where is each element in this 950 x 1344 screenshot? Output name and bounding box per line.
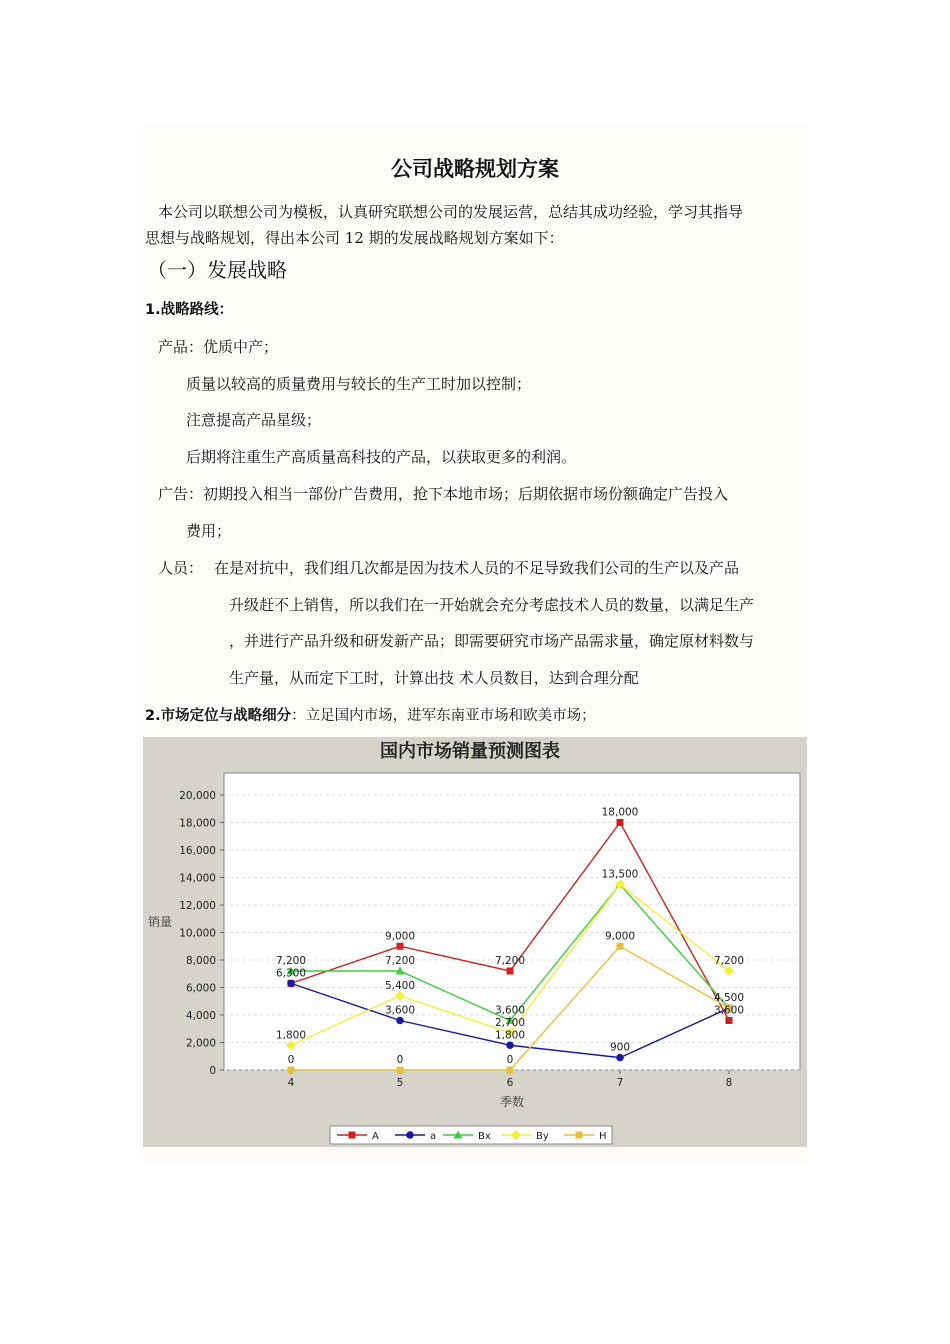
y-tick-label: 0 — [209, 1065, 216, 1077]
data-point-a — [396, 1017, 404, 1025]
intro-line-2: 思想与战略规划，得出本公司 12 期的发展战略规划方案如下： — [145, 229, 564, 247]
data-point-H — [288, 1067, 295, 1074]
staff-line-2: 升级赶不上销售，所以我们在一开始就会充分考虑技术人员的数量，以满足生产 — [229, 596, 755, 614]
product-item-3: 后期将注重生产高质量高科技的产品，以获取更多的利润。 — [186, 448, 577, 466]
data-label-a: 900 — [609, 1041, 631, 1054]
product-item-2: 注意提高产品星级； — [186, 411, 322, 429]
x-tick-label: 6 — [506, 1077, 514, 1089]
data-label-By: 1,800 — [275, 1029, 307, 1042]
data-label-Bx: 13,500 — [601, 868, 639, 881]
legend-label-A: A — [372, 1131, 379, 1142]
legend-marker-H — [576, 1132, 583, 1139]
chart-title: 国内市场销量预测图表 — [380, 741, 560, 762]
y-tick-label: 14,000 — [179, 872, 216, 885]
data-label-H: 9,000 — [604, 930, 636, 943]
data-point-A — [397, 943, 404, 950]
section-heading-strategy: （一）发展战略 — [147, 258, 287, 282]
sales-forecast-chart — [143, 737, 807, 1147]
staff-line-1: 在是对抗中，我们组几次都是因为技术人员的不足导致我们公司的生产以及产品 — [214, 559, 740, 577]
data-point-a — [287, 980, 295, 988]
data-label-By: 2,700 — [494, 1016, 526, 1029]
ad-line-1: 广告：初期投入相当一部份广告费用，抢下本地市场；后期依据市场份额确定广告投入 — [158, 485, 729, 503]
legend-label-a: a — [430, 1131, 437, 1142]
data-point-H — [617, 943, 624, 950]
data-point-a — [506, 1041, 514, 1049]
data-point-H — [507, 1067, 514, 1074]
y-axis-label: 销量 — [148, 915, 173, 929]
x-tick-label: 4 — [287, 1077, 295, 1089]
data-label-a: 1,800 — [494, 1029, 526, 1042]
data-label-H: 0 — [287, 1054, 295, 1066]
y-tick-label: 18,000 — [179, 817, 216, 830]
data-label-H: 0 — [396, 1054, 404, 1066]
x-tick-label: 7 — [616, 1077, 624, 1089]
x-tick-label: 5 — [396, 1077, 404, 1089]
data-label-A: 7,200 — [494, 955, 526, 967]
intro-line-1: 本公司以联想公司为模板，认真研究联想公司的发展运营，总结其成功经验，学习其指导 — [158, 203, 744, 221]
data-label-Bx: 3,600 — [494, 1004, 526, 1017]
product-item-1: 质量以较高的质量费用与较长的生产工时加以控制； — [186, 375, 532, 393]
legend-marker-A — [349, 1132, 356, 1139]
y-tick-label: 16,000 — [179, 845, 216, 857]
product-line: 产品：优质中产； — [158, 338, 279, 356]
y-tick-label: 6,000 — [185, 982, 216, 995]
doc-title: 公司战略规划方案 — [391, 156, 559, 181]
data-label-Bx: 4,500 — [713, 992, 745, 1005]
data-label-By: 7,200 — [713, 955, 745, 967]
data-point-A — [617, 819, 624, 826]
x-tick-label: 8 — [725, 1077, 733, 1089]
subheading-market-rest: ：立足国内市场，进军东南亚市场和欧美市场； — [291, 708, 596, 724]
document-page — [143, 124, 807, 1164]
data-point-A — [507, 968, 514, 975]
subheading-route: 1.战略路线： — [145, 302, 234, 318]
y-tick-label: 2,000 — [185, 1037, 216, 1050]
staff-line-4: 生产量，从而定下工时，计算出技 术人员数目，达到合理分配 — [229, 669, 639, 687]
y-tick-label: 10,000 — [179, 927, 216, 940]
data-label-A: 3,600 — [713, 1004, 745, 1017]
data-label-Bx: 7,200 — [384, 955, 416, 967]
data-label-Bx: 7,200 — [275, 955, 307, 967]
legend-marker-a — [406, 1131, 414, 1139]
data-point-a — [616, 1054, 624, 1062]
staff-label: 人员： — [158, 559, 204, 577]
data-label-a: 3,600 — [384, 1004, 416, 1017]
x-axis-label: 季数 — [499, 1095, 525, 1109]
y-tick-label: 20,000 — [179, 790, 216, 802]
data-label-A: 9,000 — [384, 930, 416, 943]
legend-label-H: H — [599, 1131, 607, 1142]
y-tick-label: 4,000 — [185, 1010, 216, 1022]
chart-svg — [143, 737, 807, 1147]
data-label-A: 6,300 — [275, 967, 307, 980]
y-tick-label: 8,000 — [185, 955, 216, 967]
y-tick-label: 12,000 — [179, 900, 216, 912]
data-label-A: 18,000 — [601, 806, 639, 819]
subheading-market-bold: 2.市场定位与战略细分 — [145, 708, 292, 724]
staff-line-3: ，并进行产品升级和研发新产品；即需要研究市场产品需求量，确定原材料数与 — [229, 632, 755, 650]
data-point-H — [397, 1067, 404, 1074]
data-label-By: 5,400 — [384, 979, 416, 992]
subheading-market — [145, 706, 596, 726]
ad-line-2: 费用； — [186, 522, 232, 540]
y-axis-ticks — [179, 790, 224, 1077]
legend-label-By: By — [536, 1131, 549, 1142]
data-point-A — [726, 1017, 733, 1024]
data-label-H: 0 — [506, 1054, 514, 1066]
legend-label-Bx: Bx — [478, 1131, 491, 1142]
